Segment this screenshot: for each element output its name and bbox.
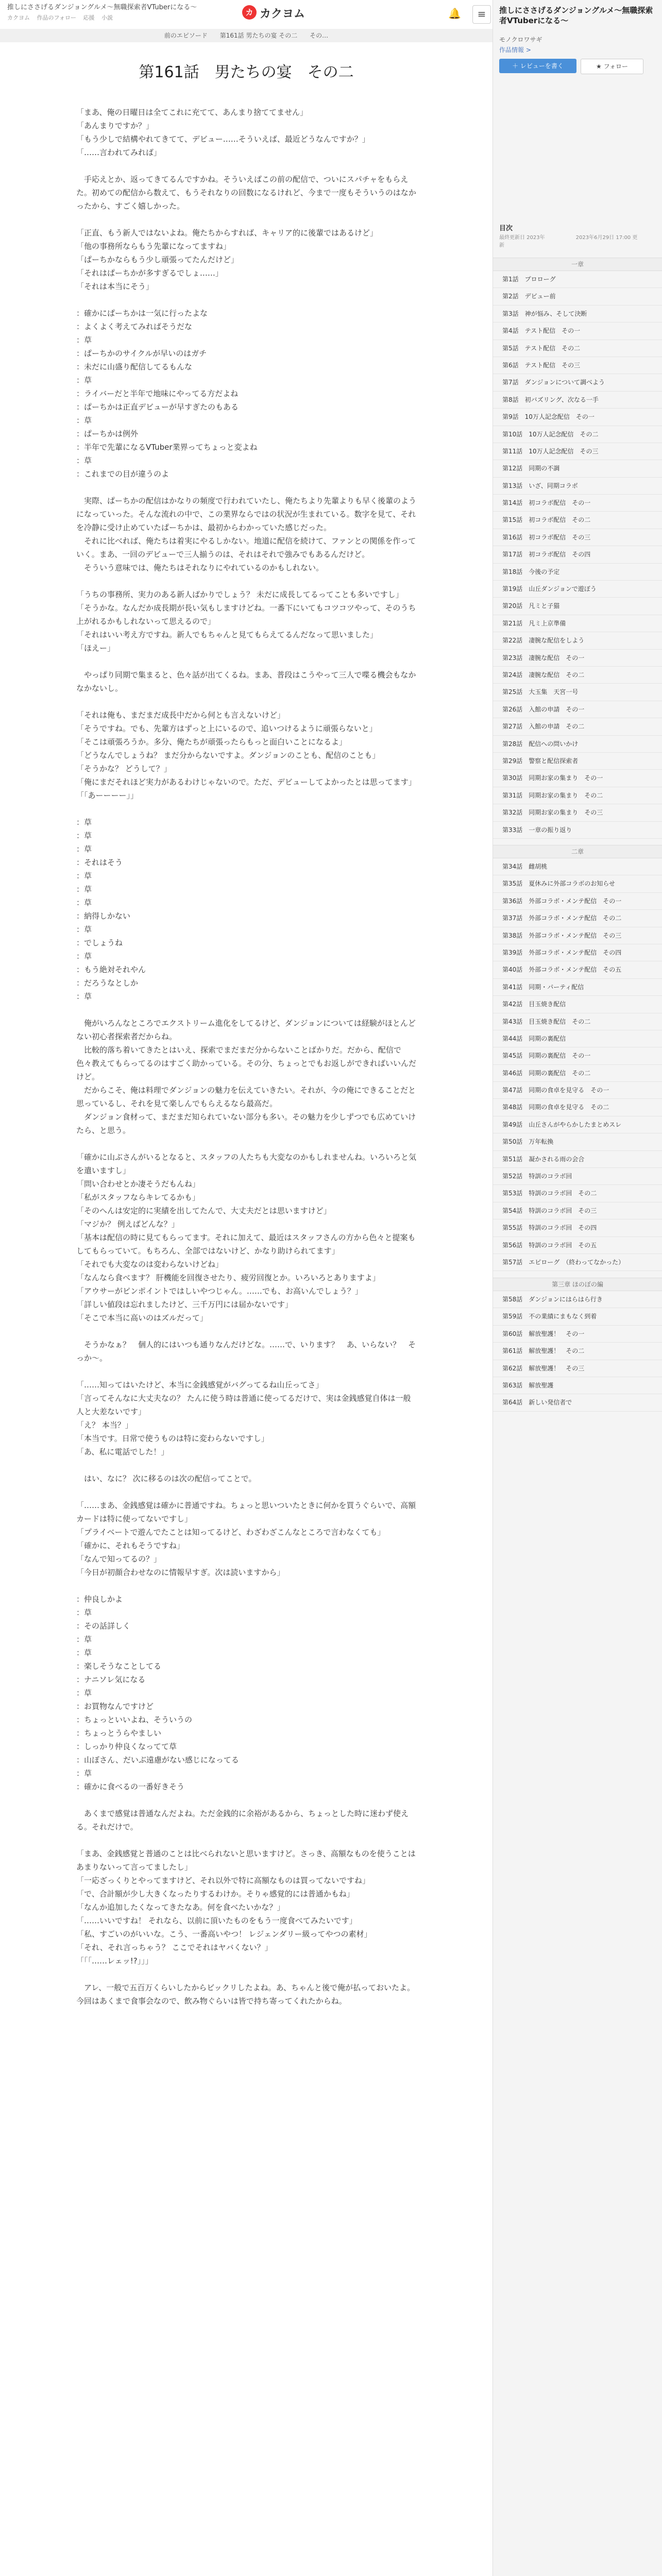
header-link-2[interactable]: 作品のフォロー: [37, 14, 76, 21]
chapter-group: [493, 1278, 662, 1412]
chapter-link[interactable]: 第50話 万年転換: [493, 1133, 662, 1150]
chapter-link[interactable]: 第7話 ダンジョンについて調べよう: [493, 374, 662, 391]
current-episode-label: 第161話 男たちの宴 その二: [219, 32, 298, 39]
chapter-link[interactable]: 第10話 10万人記念配信 その二: [493, 426, 662, 443]
chapter-link[interactable]: 第17話 初コラボ配信 その四: [493, 546, 662, 563]
chapter-link[interactable]: 第19話 山丘ダンジョンで遊ぼう: [493, 581, 662, 598]
chapter-link[interactable]: 第11話 10万人記念配信 その三: [493, 443, 662, 460]
chapter-link[interactable]: 第35話 夏休みに外部コラボのお知らせ: [493, 875, 662, 892]
chapter-link[interactable]: 第31話 同期お家の集まり その二: [493, 787, 662, 804]
chapter-link[interactable]: 第36話 外部コラボ・メンテ配信 その一: [493, 893, 662, 910]
chapter-link[interactable]: 第38話 外部コラボ・メンテ配信 その三: [493, 927, 662, 944]
chapter-link[interactable]: 第46話 同期の裏配信 その二: [493, 1065, 662, 1082]
chapter-link[interactable]: 第52話 特訓のコラボ回: [493, 1168, 662, 1185]
chapter-link[interactable]: 第15話 初コラボ配信 その二: [493, 512, 662, 529]
chapter-link[interactable]: 第4話 テスト配信 その一: [493, 323, 662, 340]
chapter-link[interactable]: 第13話 いざ、同期コラボ: [493, 478, 662, 495]
chapter-group: [493, 845, 662, 1271]
chapter-link[interactable]: 第29話 警察と配信探索者: [493, 753, 662, 770]
chapter-link[interactable]: 第26話 入館の申請 その一: [493, 701, 662, 718]
chapter-link[interactable]: 第53話 特訓のコラボ回 その二: [493, 1185, 662, 1202]
chapter-link[interactable]: 第6話 テスト配信 その三: [493, 357, 662, 374]
chapter-link[interactable]: 第45話 同期の裏配信 その一: [493, 1047, 662, 1064]
chapter-link[interactable]: 第3話 神が悩み、そして決断: [493, 306, 662, 323]
chapter-link[interactable]: 第8話 初バズリング、次なる一手: [493, 392, 662, 409]
chapter-link[interactable]: 第64話 新しい発信者で: [493, 1394, 662, 1411]
toc-meta-a: 最終更新日 2023年: [499, 235, 545, 241]
chapter-link[interactable]: 第54話 特訓のコラボ回 その三: [493, 1202, 662, 1219]
chapter-link[interactable]: 第1話 プロローグ: [493, 271, 662, 288]
review-button[interactable]: ＋ レビューを書く: [499, 59, 576, 73]
episode-body: 「まあ、俺の日曜日は全てこれに充てて、あんまり捨ててません」 「あんまりですか？」 「もう少しで結構やれてきてて、デビュー……そういえば、最近どうなんですか？」 「……言われてみれば」 手応えとか、返ってきてるんですかね。そういえばこの前の配信で、ついにスパチャをもらえた。初めての配信から数えて、もうそれなりの回数になるけれど、今まで一度もそういうのはなかったから、すごく嬉しかった。 「正直、もう新人ではないよね。俺たちからすれば、キャリア的に後輩ではあるけど」 「他の事務所ならもう先輩になってますね」 「ぱーちかならもう少し頑張ってたんだけど」 「それはぱーちかが多すぎるでしょ……」 「それは本当にそう」 ：確かにぱーちかは一気に行ったよな ：よくよく考えてみればそうだな ：草 ：ぱーちかのサイクルが早いのはガチ ：未だに山盛り配信してるもんな ：草 ：ライバーだと半年で地味にやってる方だよね ：ぱーちかは正直デビューが早すぎたのもある ：草 ：ぱーちかは例外 ：半年で先輩になるVTuber業界ってちょっと変よね ：草 ：これまでの目が違うのよ 実際、ぱーちかの配信はかなりの頻度で行われていたし、俺たちより先輩よりも早く後輩のようになっていった。そんな流れの中で、この業界ならではの状況が生まれている。数字を見て、それを冷静に受け止めていたぱーちかは、最初からわかっていた感じだった。 それに比べれば、俺たちは着実にやるしかない。地道に配信を続けて、ファンとの関係を作っていく。まあ、一回のデビューで三人揃うのは、それはそれで強みでもあるんだけど。 そういう意味では、俺たちはそれなりにやれているのかもしれない。 「うちの事務所、実力のある新人ばかりでしょう？ 未だに成長してるってことも多いですし」 「そうかな。なんだか成長期が長い気もしますけどね。一番下にいてもコツコツやって、そのうち上がれるかもしれないって思えるので」 「それはいい考え方ですね。新人でもちゃんと見てもらえてるんだなって思いました」 「ほえー」 やっぱり同期で集まると、色々話が出てくるね。まあ、普段はこうやって三人で喋る機会もなかなかないし。 「それは俺も、まだまだ成長中だから何とも言えないけど」 「そうですね。でも、先輩方はずっと上にいるので、追いつけるように頑張らないと」 「そこは頑張ろうか。多分、俺たちが頑張ったらもっと面白いことになるよ」 「どうなんでしょうね？ まだ分からないですよ。ダンジョンのことも、配信のことも」 「そうかな？ どうして？」 「俺にまだそれほど実力があるわけじゃないので。ただ、デビューしてよかったとは思ってます」 「「あーーーー」」 ：草 ：草 ：草 ：それはそう ：草 ：草 ：草 ：納得しかない ：草 ：でしょうね ：草 ：もう絶対それやん ：だろうなとしか ：草 俺がいろんなところでエクストリーム進化をしてるけど、ダンジョンについては経験がほとんどない初心者探索者だからね。 比較的落ち着いてきたとはいえ、探索でまだまだ分からないことばかりだ。だから、配信で色々教えてもらってるのはすごく助かっている。その分、ちょっとでもお返しができればいいんだけど。 だからこそ、俺は料理でダンジョンの魅力を伝えていきたい。それが、今の俺にできることだと思っているし、それを見て楽しんでもらえるなら最高だ。 ダンジョン食材って、まだまだ知られていない部分も多い。その魅力を少しずつでも広めていけたら、と思う。 「確かに山ぶさんがいるとなると、スタッフの人たちも大変なのかもしれませんね。いろいろと気を遣いますし」 「問い合わせとか凄そうだもんね」 「私がスタッフならキレてるかも」 「そのへんは安定的に実績を出してたんで、大丈夫だとは思いますけど」 「マジか？ 例えばどんな？」 「基本は配信の時に見てもらってます。それに加えて、最近はスタッフさんの方から色々と提案もしてもらっていて。もちろん、全部ではないけど、かなり助けられてます」 「それでも大変なのは変わらないけどね」 「なんなら食べます？ 肝機能を回復させたり、疲労回復とか。いろいろとありますよ」 「アウサーがピンポイントではしいやつじゃん。……でも、お高いんでしょう？」 「詳しい値段は忘れましたけど、三千万円には届かないです」 「そこで本当に高いのはズルだって」 そうかなぁ？ 個人的にはいつも通りなんだけどな。……で、いります？ あ、いらない？ そっか～。 「……知ってはいたけど、本当に金銭感覚がバグってるね山丘ってさ」 「言ってそんなに大丈夫なの？ たんに使う時は普通に使ってるだけで、実は金銭感覚自体は一般人と大差ないです」 「え？ 本当？」 「本当です。日常で使うものは特に変わらないですし」 「あ、私に電話でした！」 はい、なに？ 次に移るのは次の配信ってことで。 「……まあ、金銭感覚は確かに普通ですね。ちょっと思いついたときに何かを買うぐらいで、高額カードは特に使ってないですし」 「プライベートで遊んでたことは知ってるけど、わざわざこんなところで言わなくても」 「確かに、それもそうですね」 「なんで知ってるの？」 「今日が初顔合わせなのに情報早すぎ。次は読いますから」 ：仲良しかよ ：草 ：その話詳しく ：草 ：草 ：楽しそうなことしてる ：ナニソレ気になる ：草 ：お買物なんですけど ：ちょっといいよね、そういうの ：ちょっとうらやましい ：しっかり仲良くなってて草 ：山ぼさん、だいぶ遠慮がない感じになってる ：草 ：確かに食べるの一番好きそう あくまで感覚は普通なんだよね。ただ金銭的に余裕があるから、ちょっとした時に迷わず使える。それだけで。 「まあ、金銭感覚と普通のことは比べられないと思いますけど。さっき、高額なものを使うことはあまりないって言ってましたし」 「一応ざっくりとやってますけど、それ以外で特に高額なものは買ってないですね」 「で、合計額が少し大きくなったりするわけか。そりゃ感覚的には普通かもね」 「なんか追加したくなってきたなあ。何を食べたいかな？」 「……いいですね！ それなら、以前に頂いたものをもう一度食べてみたいです」 「私、すごいのがいいな。こう、一番高いやつ！ レジェンダリー級ってやつの素材」 「それ、それ言っちゃう？ ここでそれはヤバくない？」 「「「……レェッ!?」」」 アレ、一般で五百万くらいしたからビックリしたよね。あ、ちゃんと後で俺が払っておいたよ。今回はあくまで食事会なので、飲み物ぐらいは皆で持ち寄ってくれたからね。: [76, 108, 417, 2006]
chapter-link[interactable]: 第59話 不の業績にまもなく到着: [493, 1308, 662, 1325]
prev-episode-link[interactable]: 前のエピソード: [164, 32, 208, 39]
chapter-link[interactable]: 第22話 凄腕な配信をしよう: [493, 632, 662, 649]
chapter-link[interactable]: 第61話 解放聖護！ その二: [493, 1343, 662, 1360]
chapter-link[interactable]: 第55話 特訓のコラボ回 その四: [493, 1219, 662, 1236]
header-work-title[interactable]: 推しにささげるダンジョングルメ～無職探索者VTuberになる～: [7, 4, 197, 11]
chapter-link[interactable]: 第24話 凄腕な配信 その二: [493, 667, 662, 684]
chapter-link[interactable]: 第49話 山丘さんがやらかしたまとめスレ: [493, 1116, 662, 1133]
chapter-link[interactable]: 第48話 同期の食卓を見守る その二: [493, 1099, 662, 1116]
chapter-link[interactable]: 第16話 初コラボ配信 その三: [493, 529, 662, 546]
episode-nav: [0, 29, 493, 42]
chapter-group-header[interactable]: 二章: [493, 845, 662, 858]
chapter-group-header[interactable]: 第三章 ほのぼの編: [493, 1278, 662, 1291]
bell-icon[interactable]: 🔔: [448, 7, 461, 20]
chapter-link[interactable]: 第58話 ダンジョンにはらはら行き: [493, 1291, 662, 1308]
chapter-link[interactable]: 第47話 同期の食卓を見守る その一: [493, 1082, 662, 1099]
follow-button[interactable]: ★ フォロー: [581, 59, 643, 74]
logo-mark-icon: カ: [242, 5, 257, 20]
chapter-link[interactable]: 第18話 今後の予定: [493, 564, 662, 581]
header-link-4[interactable]: 小説: [101, 14, 113, 21]
header-link-1[interactable]: カクヨム: [7, 14, 30, 21]
chapter-group-header[interactable]: 一章: [493, 258, 662, 271]
chapter-link[interactable]: 第40話 外部コラボ・メンテ配信 その五: [493, 961, 662, 978]
sidebar-work-title[interactable]: 推しにささげるダンジョングルメ～無職探索者VTuberになる～: [499, 6, 653, 25]
toc-label: 目次: [499, 225, 513, 232]
chapter-link[interactable]: 第25話 大玉集 天宮一号: [493, 684, 662, 701]
chapter-link[interactable]: 第39話 外部コラボ・メンテ配信 その四: [493, 944, 662, 961]
menu-icon[interactable]: ≡: [472, 5, 491, 24]
toc-meta: [499, 233, 654, 248]
site-logo[interactable]: [242, 5, 305, 21]
chapter-link[interactable]: 第43話 目玉焼き配信 その二: [493, 1013, 662, 1030]
chapter-link[interactable]: 第62話 解放聖護！ その三: [493, 1360, 662, 1377]
chapter-link[interactable]: 第37話 外部コラボ・メンテ配信 その二: [493, 910, 662, 927]
chapter-link[interactable]: 第56話 特訓のコラボ回 その五: [493, 1237, 662, 1254]
chapter-link[interactable]: 第28話 配信への問いかけ: [493, 736, 662, 753]
header-link-3[interactable]: 応援: [83, 14, 95, 21]
chapter-link[interactable]: 第42話 目玉焼き配信: [493, 996, 662, 1013]
chapter-link[interactable]: 第44話 同期の裏配信: [493, 1030, 662, 1047]
chapter-link[interactable]: 第41話 同期・パーティ配信: [493, 979, 662, 996]
chapter-link[interactable]: 第14話 初コラボ配信 その一: [493, 495, 662, 512]
chapter-link[interactable]: 第23話 凄腕な配信 その一: [493, 650, 662, 667]
logo-text: カクヨム: [260, 8, 305, 21]
chapter-group: [493, 258, 662, 839]
toc-meta-b: 2023年6月29日 17:00 更新: [499, 235, 638, 248]
chapter-link[interactable]: 第34話 雌胡桃: [493, 858, 662, 875]
chapter-link[interactable]: 第20話 凡ミと子猫: [493, 598, 662, 615]
sidebar: [493, 0, 662, 2576]
chapter-link[interactable]: 第60話 解放聖護！ その一: [493, 1326, 662, 1343]
sidebar-work-info-link[interactable]: 作品情報 >: [499, 46, 531, 54]
chapter-link[interactable]: 第57話 エピローグ （終わってなかった）: [493, 1254, 662, 1271]
chapter-link[interactable]: 第27話 入館の申請 その二: [493, 718, 662, 735]
chapter-link[interactable]: 第21話 凡ミ上京準備: [493, 615, 662, 632]
chapter-link[interactable]: 第33話 一章の振り返り: [493, 822, 662, 839]
chapter-link[interactable]: 第63話 解放聖護: [493, 1377, 662, 1394]
chapter-link[interactable]: 第5話 テスト配信 その二: [493, 340, 662, 357]
header-icons: [448, 7, 470, 20]
sidebar-author[interactable]: モノクロワサギ: [499, 36, 542, 43]
header-sub-links: [7, 13, 118, 22]
chapter-link[interactable]: 第12話 同期の不調: [493, 460, 662, 477]
episode-title: 第161話 男たちの宴 その二: [139, 63, 354, 81]
next-episode-link[interactable]: その…: [310, 32, 329, 39]
chapter-link[interactable]: 第2話 デビュー前: [493, 288, 662, 305]
chapter-link[interactable]: 第9話 10万人記念配信 その一: [493, 409, 662, 426]
chapter-link[interactable]: 第51話 凝かされる雨の会合: [493, 1151, 662, 1168]
chapter-link[interactable]: 第30話 同期お家の集まり その一: [493, 770, 662, 787]
chapter-link[interactable]: 第32話 同期お家の集まり その三: [493, 804, 662, 821]
